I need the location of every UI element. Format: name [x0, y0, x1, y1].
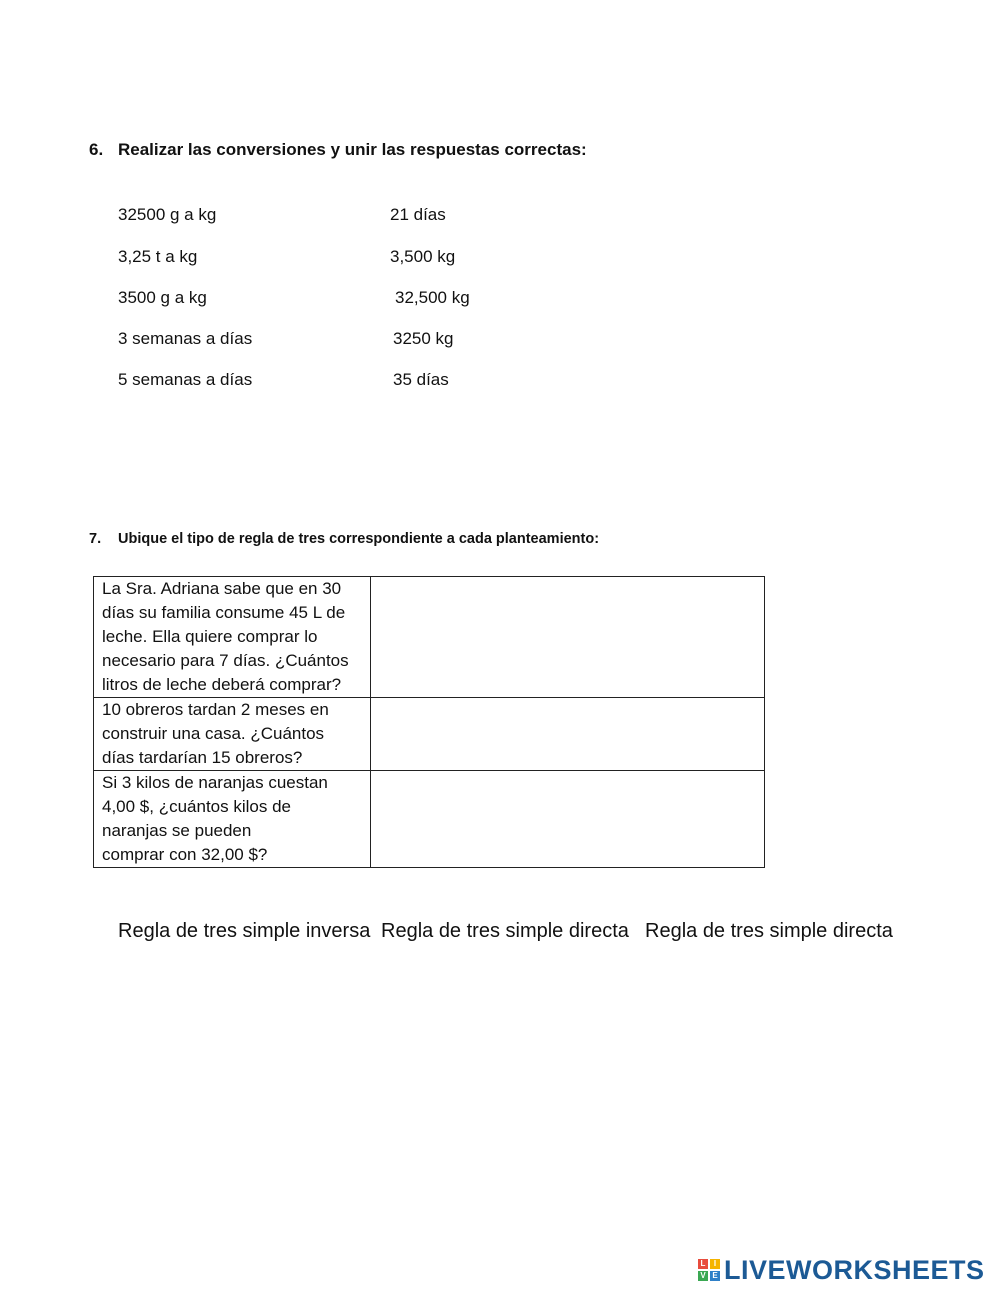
conversion-item[interactable]: 3,25 t a kg [118, 247, 198, 266]
problem-cell [94, 577, 371, 698]
answer-drop-cell[interactable] [370, 771, 764, 868]
problem-line: 4,00 $, ¿cuántos kilos de [102, 797, 292, 816]
answer-drop-cell[interactable] [370, 698, 764, 771]
conversion-item[interactable]: 5 semanas a días [118, 370, 253, 389]
problem-line: comprar con 32,00 $? [102, 845, 268, 864]
logo-block: V [698, 1271, 708, 1281]
problem-line: naranjas se pueden [102, 821, 252, 840]
problem-line: días tardarían 15 obreros? [102, 748, 303, 767]
logo-block: L [698, 1259, 708, 1269]
problem-line: litros de leche deberá comprar? [102, 675, 342, 694]
question-7-number: 7. [89, 531, 102, 547]
conversion-item[interactable]: 3500 g a kg [118, 288, 207, 307]
problem-cell [94, 771, 371, 868]
question-6-number: 6. [89, 140, 104, 159]
option-direct-1[interactable]: Regla de tres simple directa [381, 920, 629, 942]
problem-line: leche. Ella quiere comprar lo [102, 627, 318, 646]
conversion-item[interactable]: 32500 g a kg [118, 205, 217, 224]
question-6-text: Realizar las conversiones y unir las respuestas correctas: [118, 140, 587, 159]
option-direct-2[interactable]: Regla de tres simple directa [645, 920, 893, 942]
table-row [94, 698, 765, 771]
conversion-answer[interactable]: 32,500 kg [395, 288, 470, 307]
table-row [94, 771, 765, 868]
liveworksheets-logo [698, 1253, 985, 1287]
logo-blocks-icon [698, 1259, 720, 1281]
problem-line: Si 3 kilos de naranjas cuestan [102, 773, 328, 792]
rule-table [93, 576, 765, 868]
problem-cell [94, 698, 371, 771]
conversion-item[interactable]: 3 semanas a días [118, 329, 253, 348]
problem-line: necesario para 7 días. ¿Cuántos [102, 651, 349, 670]
problem-line: construir una casa. ¿Cuántos [102, 724, 325, 743]
table-row [94, 577, 765, 698]
conversion-answer[interactable]: 35 días [393, 370, 449, 389]
logo-wordmark: LIVEWORKSHEETS [724, 1254, 985, 1285]
option-inverse[interactable]: Regla de tres simple inversa [118, 920, 371, 942]
logo-block: I [710, 1259, 720, 1269]
conversion-answer[interactable]: 3,500 kg [390, 247, 456, 266]
problem-line: días su familia consume 45 L de [102, 603, 346, 622]
conversion-answer[interactable]: 21 días [390, 205, 446, 224]
question-7-text: Ubique el tipo de regla de tres correspondiente a cada planteamiento: [118, 531, 600, 547]
conversion-answer[interactable]: 3250 kg [393, 329, 454, 348]
logo-block: E [710, 1271, 720, 1281]
problem-line: La Sra. Adriana sabe que en 30 [102, 579, 342, 598]
answer-drop-cell[interactable] [370, 577, 764, 698]
problem-line: 10 obreros tardan 2 meses en [102, 700, 329, 719]
